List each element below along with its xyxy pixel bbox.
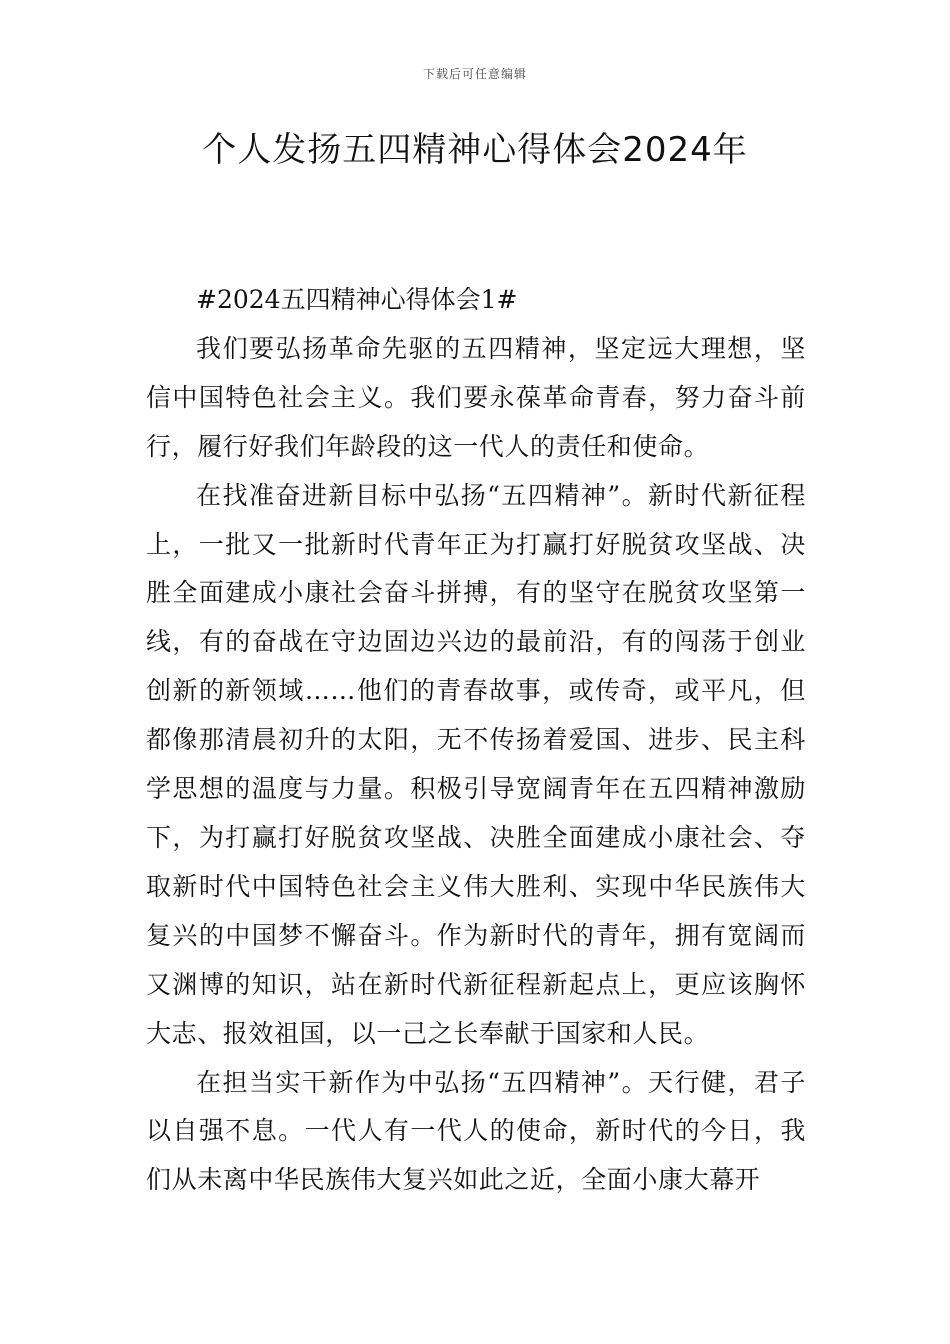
header-note: 下载后可任意编辑 [422, 67, 527, 81]
document-title: 个人发扬五四精神心得体会2024年 [202, 130, 748, 170]
section-heading: #2024五四精神心得体会1# [196, 285, 518, 314]
paragraph-2: 在找准奋进新目标中弘扬“五四精神”。新时代新征程上，一批又一批新时代青年正为打赢打好脱贫攻坚战、决胜全面建成小康社会奋斗拼搏，有的坚守在脱贫攻坚第一线，有的奋战在守边固边兴边的最前沿，有的闯荡于创业创新的新领域……他们的青春故事，或传奇，或平凡，但都像那清晨初升的太阳，无不传扬着爱国、进步、民主科学思想的温度与力量。积极引导宽阔青年在五四精神激励下，为打赢打好脱贫攻坚战、决胜全面建成小康社会、夺取新时代中国特色社会主义伟大胜利、实现中华民族伟大复兴的中国梦不懈奋斗。作为新时代的青年，拥有宽阔而又渊博的知识，站在新时代新征程新起点上，更应该胸怀大志、报效祖国，以一己之长奉献于国家和人民。 [146, 480, 806, 1048]
paragraph-1: 我们要弘扬革命先驱的五四精神，坚定远大理想，坚信中国特色社会主义。我们要永葆革命青春，努力奋斗前行，履行好我们年龄段的这一代人的责任和使命。 [146, 333, 806, 461]
document-body [146, 276, 806, 1205]
paragraph-3: 在担当实干新作为中弘扬“五四精神”。天行健，君子以自强不息。一代人有一代人的使命，新时代的今日，我们从未离中华民族伟大复兴如此之近，全面小康大幕开 [146, 1067, 806, 1195]
